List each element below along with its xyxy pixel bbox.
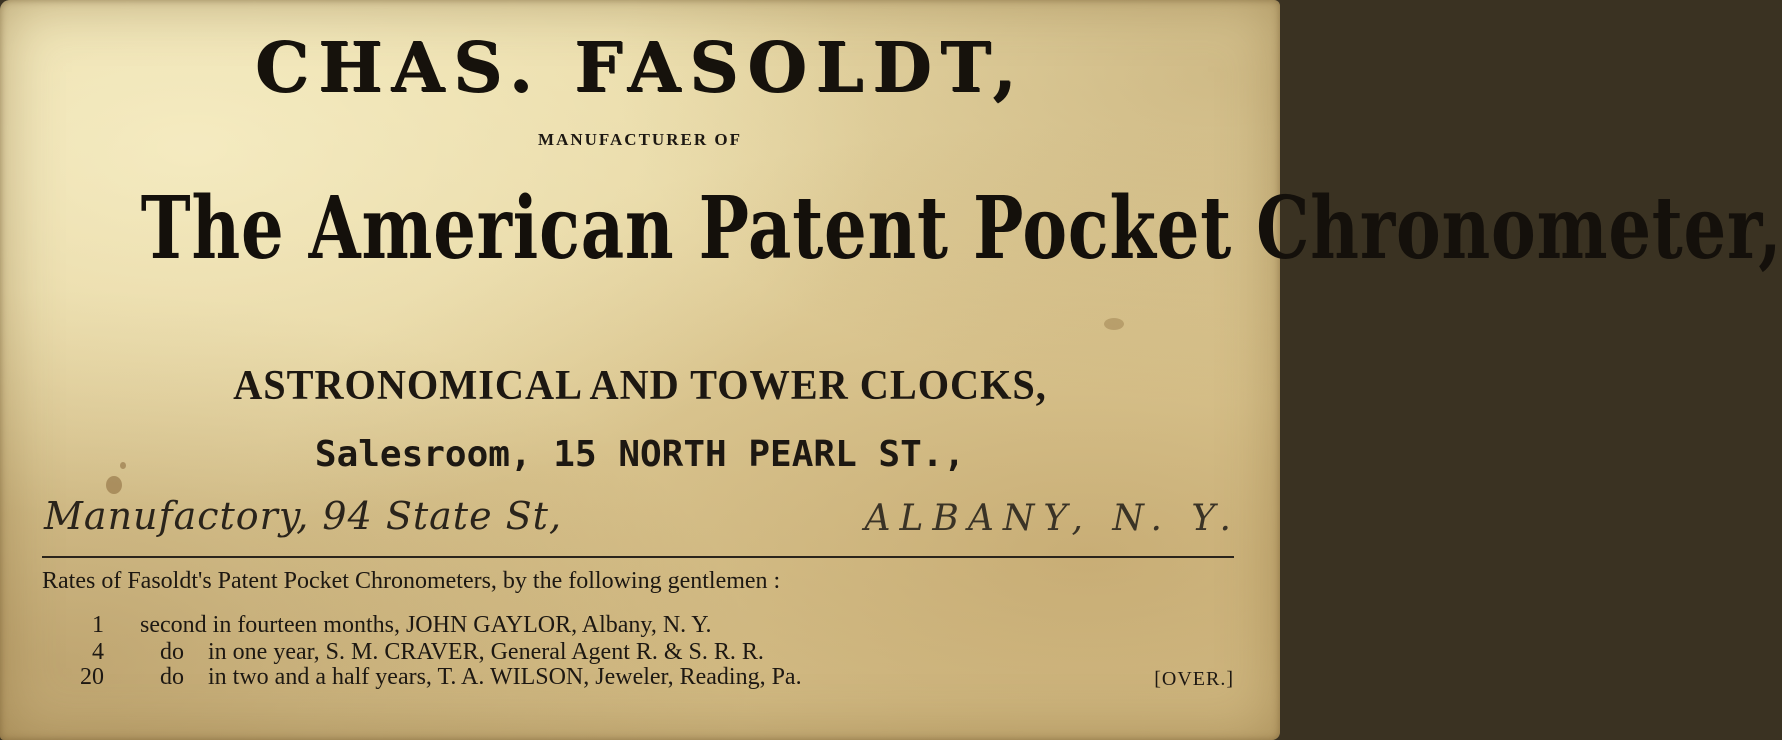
rates-heading: Rates of Fasoldt's Patent Pocket Chronometers, by the following gentlemen : [42, 568, 781, 594]
divider-rule [42, 556, 1234, 558]
clocks-line: ASTRONOMICAL AND TOWER CLOCKS, [233, 363, 1047, 409]
rate-value: 20 [80, 664, 104, 690]
city-label: ALBANY, N. Y. [864, 498, 1240, 539]
rate-text: do in one year, S. M. CRAVER, General Agent R. & S. R. R. [160, 639, 764, 665]
salesroom-address: Salesroom, 15 NORTH PEARL ST., [314, 434, 966, 475]
manufactory-address: Manufactory, 94 State St, [44, 494, 563, 538]
stain-mark [1104, 318, 1124, 330]
manufacturer-of-label: MANUFACTURER OF [538, 130, 742, 149]
company-name: CHAS. FASOLDT, [254, 28, 1026, 108]
product-title: The American Patent Pocket Chronometer, [140, 178, 1782, 279]
rate-text: do in two and a half years, T. A. WILSON, Jeweler, Reading, Pa. [160, 664, 802, 690]
rate-text: second in fourteen months, JOHN GAYLOR, Albany, N. Y. [140, 612, 712, 638]
rate-value: 1 [92, 612, 104, 638]
rate-value: 4 [92, 639, 104, 665]
stain-mark [106, 476, 122, 494]
over-note: [OVER.] [1154, 668, 1234, 690]
